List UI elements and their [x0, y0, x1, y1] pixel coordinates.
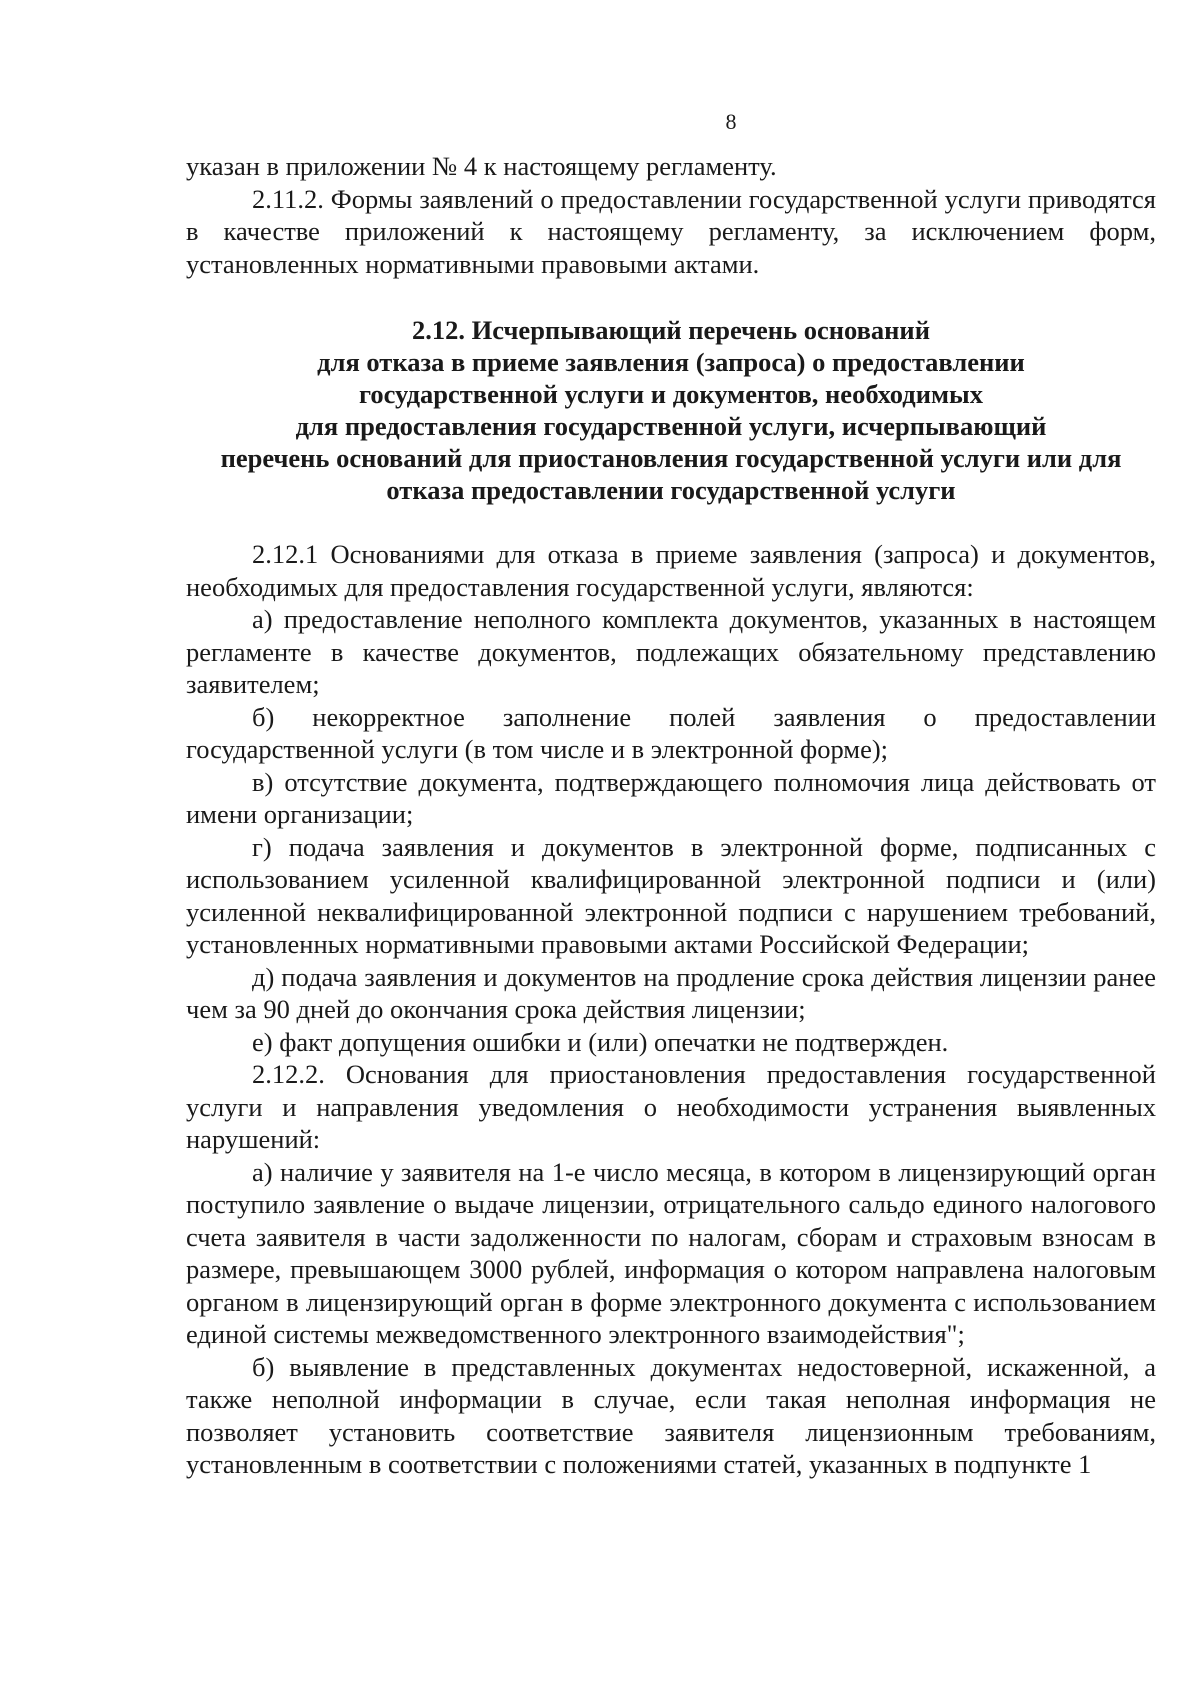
- list-item-b-2: б) выявление в представленных документах недостоверной, искаженной, а также неполной информации в случае, если такая неполная информация не позволяет установить соответствие заявителя лицензионным требованиям, установленным в соответствии с положениями статей, указанных в подпункте 1: [186, 1351, 1156, 1479]
- paragraph-2-11-2: 2.11.2. Формы заявлений о предоставлении государственной услуги приводятся в качестве приложений к настоящему регламенту, за исключением форм, установленных нормативными правовыми актами.: [186, 183, 1156, 279]
- list-item-a: а) предоставление неполного комплекта документов, указанных в настоящем регламенте в качестве документов, подлежащих обязательному представлению заявителем;: [186, 604, 1156, 699]
- paragraph-2-12-1: 2.12.1 Основаниями для отказа в приеме заявления (запроса) и документов, необходимых для предоставления государственной услуги, являются:: [186, 539, 1156, 602]
- heading-line: 2.12. Исчерпывающий перечень оснований: [412, 315, 930, 345]
- list-item-d: д) подача заявления и документов на продление срока действия лицензии ранее чем за 90 дней до окончания срока действия лицензии;: [186, 961, 1156, 1024]
- list-item-g: г) подача заявления и документов в электронной форме, подписанных с использованием усиленной квалифицированной электронной подписи и (или) усиленной неквалифицированной электронной подписи с нарушением требований, установленных нормативными правовыми актами Российской Федерации;: [186, 831, 1156, 959]
- paragraph-continuation: указан в приложении № 4 к настоящему регламенту.: [186, 151, 777, 181]
- list-item-v: в) отсутствие документа, подтверждающего полномочия лица действовать от имени организации;: [186, 766, 1156, 829]
- paragraph-2-12-2: 2.12.2. Основания для приостановления предоставления государственной услуги и направления уведомления о необходимости устранения выявленных нарушений:: [186, 1059, 1156, 1154]
- list-item-e: е) факт допущения ошибки и (или) опечатки не подтвержден.: [252, 1026, 949, 1057]
- page-number: 8: [725, 109, 737, 134]
- list-item-b: б) некорректное заполнение полей заявления о предоставлении государственной услуги (в том числе и в электронной форме);: [186, 701, 1156, 764]
- heading-line: для отказа в приеме заявления (запроса) о предоставлении: [317, 347, 1025, 377]
- heading-line: перечень оснований для приостановления государственной услуги или для: [220, 443, 1122, 473]
- section-heading-2-12: [186, 314, 1156, 506]
- heading-line: для предоставления государственной услуги, исчерпывающий: [295, 411, 1047, 441]
- heading-line: государственной услуги и документов, необходимых: [359, 379, 983, 409]
- list-item-a-2: а) наличие у заявителя на 1-е число месяца, в котором в лицензирующий орган поступило заявление о выдаче лицензии, отрицательного сальдо единого налогового счета заявителя в части задолженности по налогам, сборам и страховым взносам в размере, превышающем 3000 рублей, информация о котором направлена налоговым органом в лицензирующий орган в форме электронного документа с использованием единой системы межведомственного электронного взаимодействия";: [186, 1156, 1156, 1349]
- heading-line: отказа предоставлении государственной услуги: [386, 475, 956, 505]
